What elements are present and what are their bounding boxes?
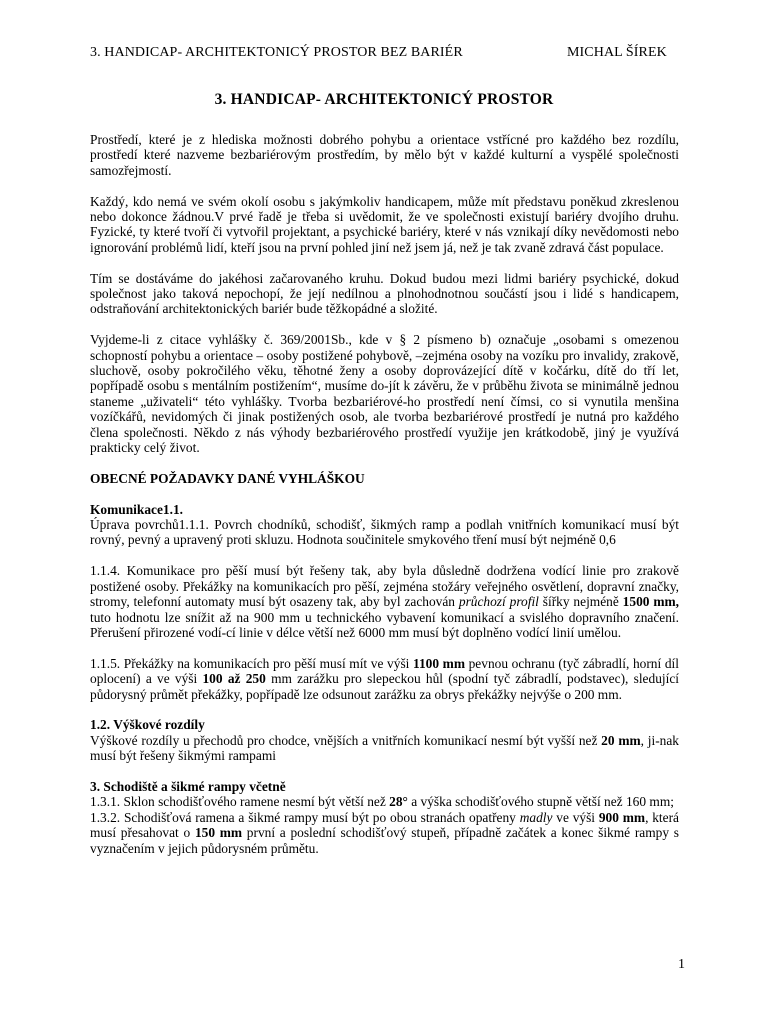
text-run: Výškové rozdíly u přechodů pro chodce, vnějších a vnitřních komunikací nesmí být vyšší než [90,732,602,748]
paragraph-barriers: Každý, kdo nemá ve svém okolí osobu s jakýmkoliv handicapem, může mít představu poněkud zkreslenou nebo dokonce žádnou.V prvé řadě je třeba si uvědomit, že ve společnosti existují bariéry dvojího druhu. Fyzické, ty které tvoří či vytvořil projektant, a psychické bariéry, které v nás vznikají díky nevědomosti nebo ignorování problémů lidí, kteří jsou na první pohled jiní než jsem já, než je tak zvaně zdravá část populace. [90,193,679,255]
bold-run: 28° [389,794,408,810]
paragraph-circle: Tím se dostáváme do jakéhosi začarovaného kruhu. Dokud budou mezi lidmi bariéry psychické, dokud společnost jako taková nepochopí, že její nedílnou a plnohodnotnou součástí jsou i lidé s handicapem, odstraňování architektonických bariér bude těžkopádné a složité. [90,270,679,317]
text-run: 1.3.2. Schodišťová ramena a šikmé rampy musí být po obou stranách opatřeny [90,809,520,825]
document-body [90,132,679,856]
paragraph-pedestrian-lines [90,563,679,640]
text-run: 1.1.4. Komunikace pro pěší musí být řešeny tak, aby byla důsledně dodržena vodící linie pro zrakově postižené osoby. Překážky na komunikacích pro pěší, zejména stožáry veřejného osvětlení, dopravní značky, stromy, telefonní automaty musí být osazeny tak, aby byl zachován [90,563,679,610]
paragraph-handrails [90,810,679,856]
paragraph-surface: Úprava povrchů1.1.1. Povrch chodníků, schodišť, šikmých ramp a podlah vnitřních komunikací musí být rovný, pevný a upravený proti skluzu. Hodnota součinitele smykového tření musí být nejméně 0,6 [90,517,679,548]
komunikace-heading: Komunikace1.1. [90,501,183,517]
bold-run: 900 mm [598,809,646,825]
page-number: 1 [678,957,685,972]
text-run: 1.3.1. Sklon schodišťového ramene nesmí být větší než [90,794,390,810]
paragraph-stair-slope [90,794,679,809]
text-run: a výška schodišťového stupně větší než 160 mm; [407,794,674,810]
running-header-title: 3. HANDICAP- ARCHITEKTONICÝ PROSTOR BEZ BARIÉR [90,45,463,60]
bold-run: 150 mm [194,825,243,841]
text-run: tuto hodnotu lze snížit až na 900 mm u technického vybavení komunikací a svislého dopravního značení. Přerušení přirozené vodí-cí linie v délce větší než 6000 mm musí být doplněno vodící linií umělou. [90,609,679,640]
text-run: 1.1.5. Překážky na komunikacích pro pěší musí mít ve výši [90,655,413,671]
text-run: ve výši [552,809,599,825]
schodiste-heading: 3. Schodiště a šikmé rampy včetně [90,778,286,794]
emphasis-run: madly [519,809,553,825]
paragraph-obstacles [90,656,679,702]
text-run: , ji-nak musí být řešeny šikmými rampami [90,732,679,764]
bold-run: 20 mm [601,732,641,748]
vyskove-heading: 1.2. Výškové rozdíly [90,717,205,733]
text-run: první a poslední schodišťový stupeň, případně začátek a konec šikmé rampy s vyznačením v jejich půdorysném průmětu. [90,825,679,856]
paragraph-regulation: Vyjdeme-li z citace vyhlášky č. 369/2001Sb., kde v § 2 písmeno b) označuje „osobami s omezenou schopností pohybu a orientace – osoby postižené pohybově, –zejména osoby na vozíku pro invalidy, zrakově, sluchově, osoby pokročilého věku, těhotné ženy a osoby doprovázející dítě v kočárku, dítě do tří let, popřípadě osobu s mentálním postižením“, musíme do-jít k závěru, že v průběhu života se minimálně jednou staneme „uživateli“ této vyhlášky. Tvorba bezbariérové-ho prostředí není čímsi, co si vynutila menšina vozíčkářů, nevidomých či jinak postižených osob, ale tvorba bezbariérové prostředí je nutná pro každého člena společnosti. Někdo z nás výhody bezbariérového prostředí využije jen krátkodobě, jiný je využívá prakticky celý život. [90,332,679,456]
paragraph-height-differences [90,733,679,764]
emphasis-run: průchozí profil [458,594,539,610]
text-run: pevnou ochranu (tyč zábradlí, horní díl oplocení) a ve výši [90,655,679,687]
page-title: 3. HANDICAP- ARCHITEKTONICÝ PROSTOR [214,91,554,108]
running-header-author: MICHAL ŠÍREK [567,45,667,60]
text-run: šířky nejméně [538,594,623,610]
bold-run: 1500 mm, [622,594,679,610]
section-heading: OBECNÉ POŽADAVKY DANÉ VYHLÁŠKOU [90,470,365,486]
bold-run: 100 až 250 [202,671,266,687]
bold-run: 1100 mm [413,655,465,671]
text-run: mm zarážku pro slepeckou hůl (spodní tyč zábradlí, podstavec), sledující půdorysný průmět překážky, popřípadě lze odsunout zarážku za obrys překážky nejvýše o 200 mm. [90,671,679,702]
paragraph-intro: Prostředí, které je z hlediska možnosti dobrého pohybu a orientace vstřícné pro každého bez rozdílu, prostředí které nazveme bezbariérovým prostředím, by mělo být v každé kulturní a vyspělé společnosti samozřejmostí. [90,132,679,178]
text-run: , která musí přesahovat o [90,809,679,841]
